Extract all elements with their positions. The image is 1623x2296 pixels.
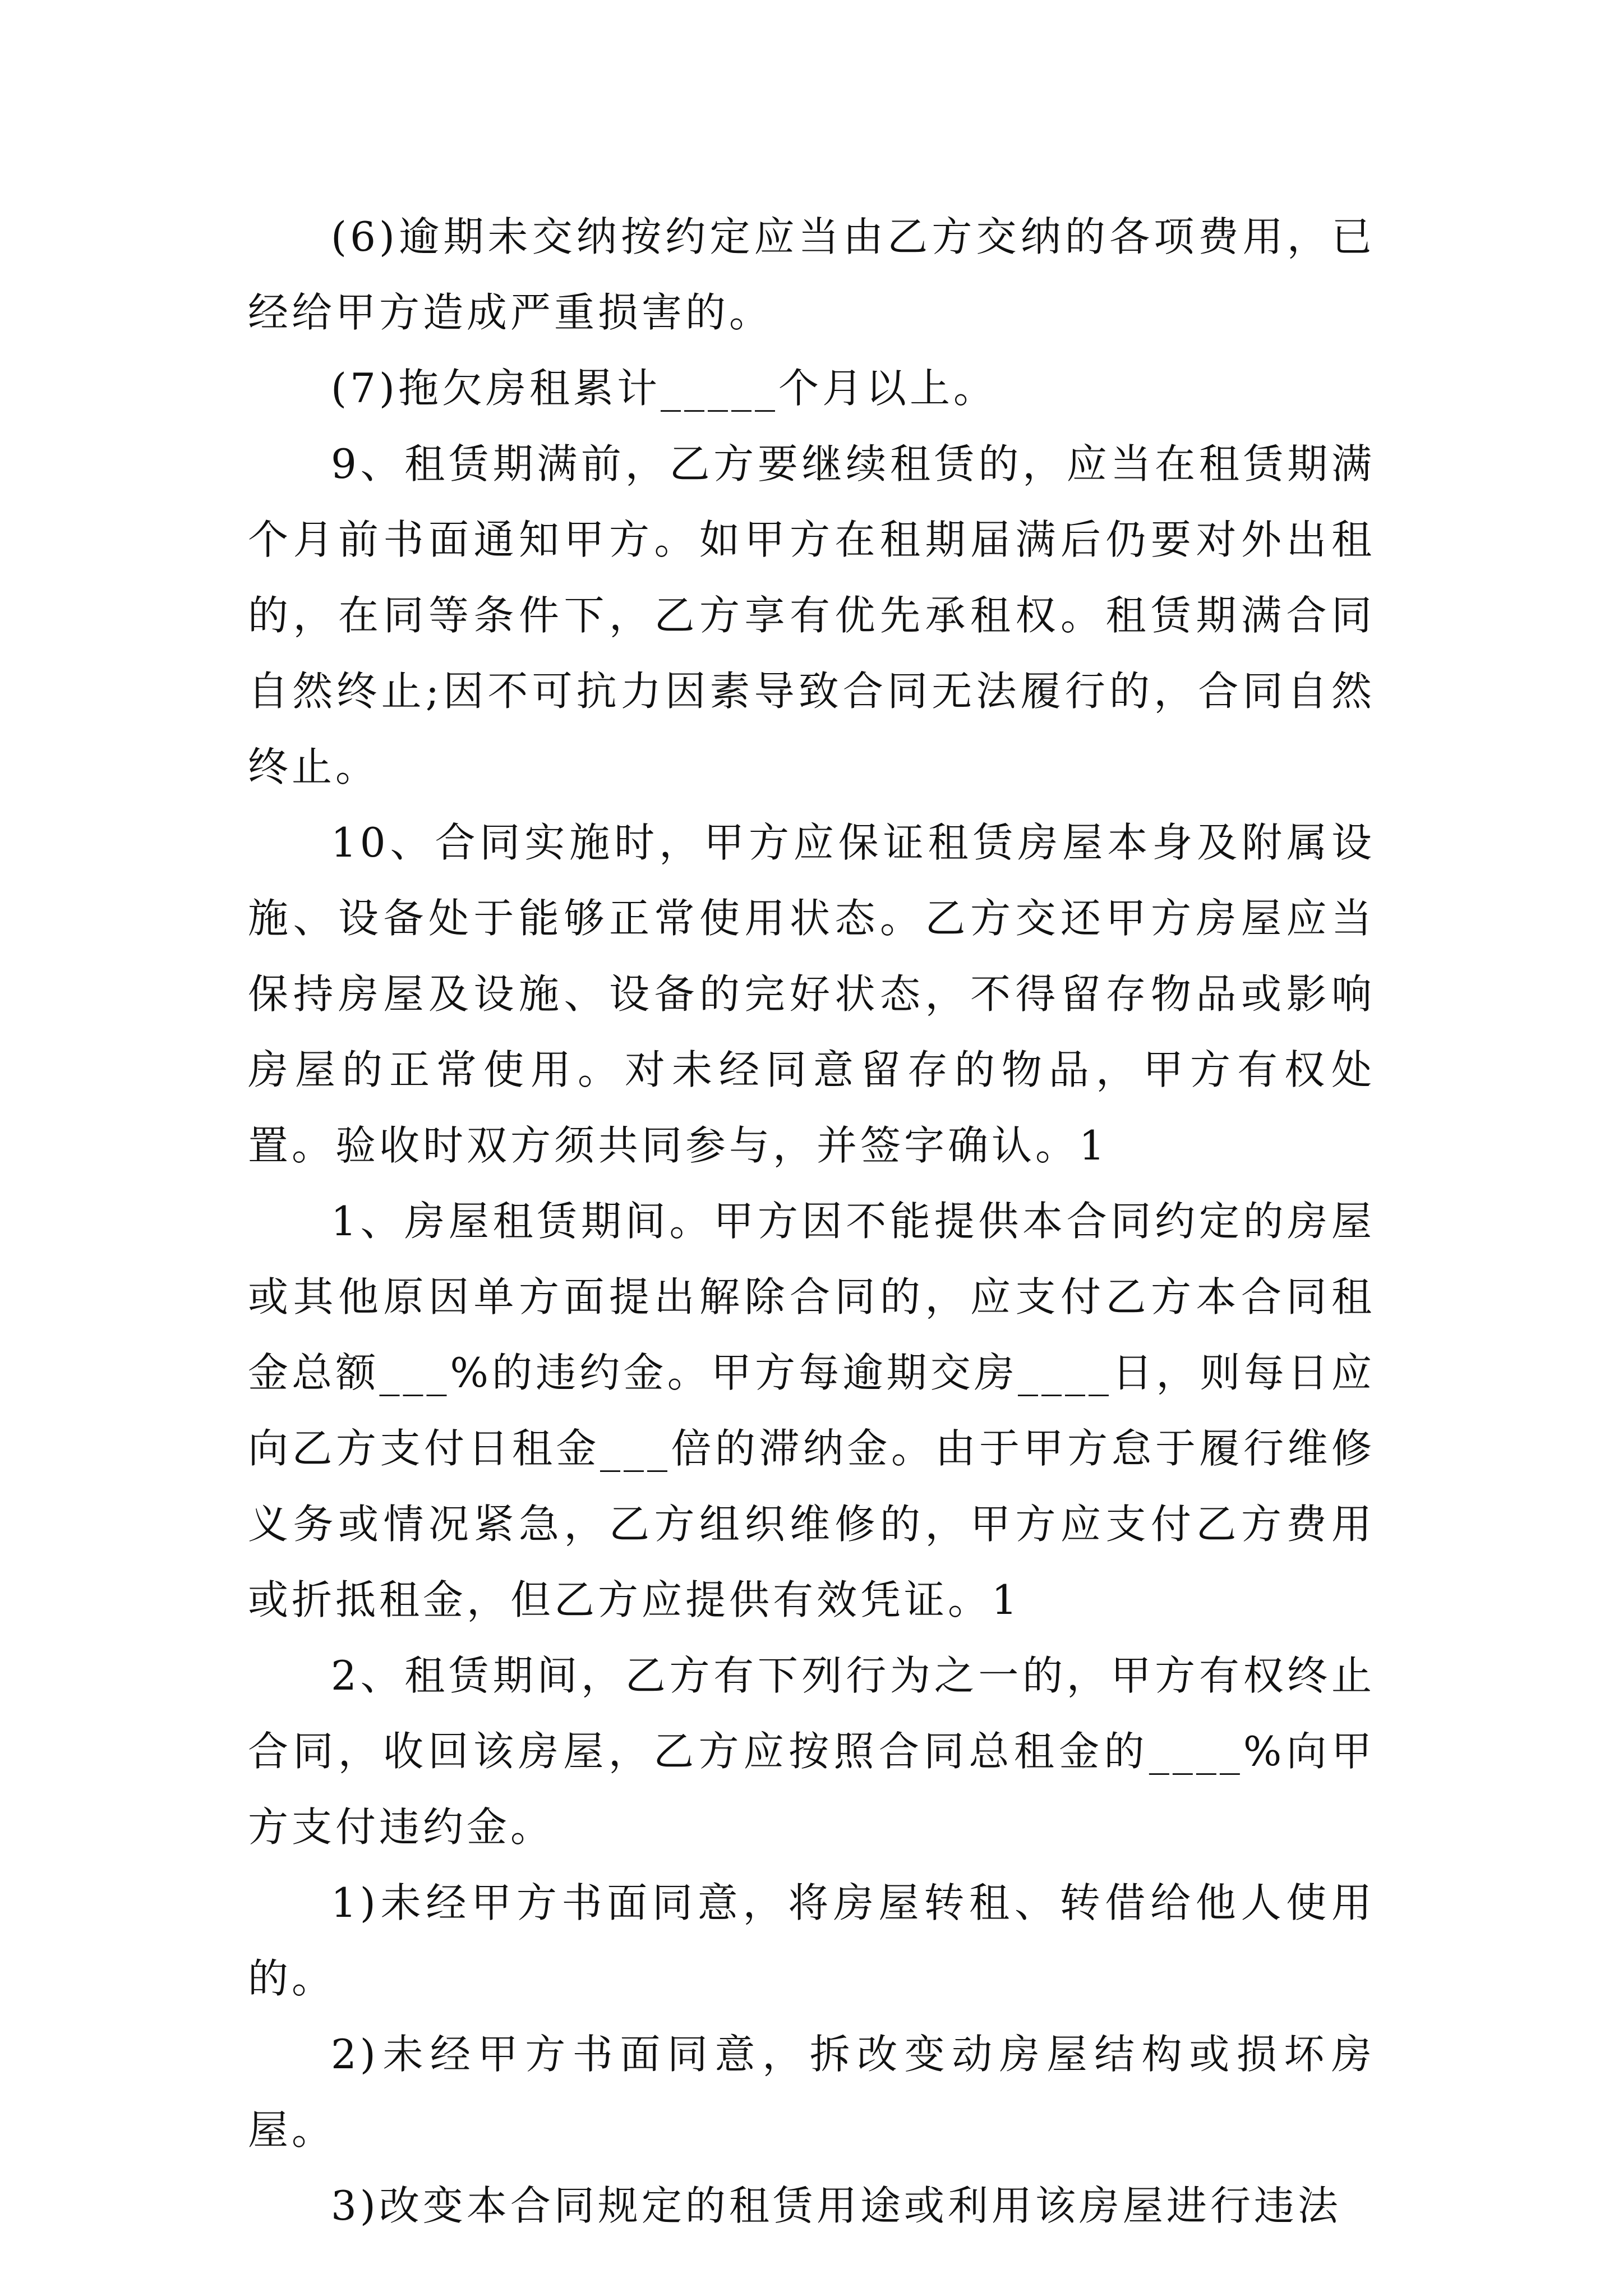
list-item-1: 1)未经甲方书面同意，将房屋转租、转借给他人使用的。: [248, 1879, 1375, 2002]
paragraph-6: (6)逾期未交纳按约定应当由乙方交纳的各项费用，已经给甲方造成严重损害的。: [248, 213, 1375, 336]
list-item-3: 3)改变本合同规定的租赁用途或利用该房屋进行违法: [331, 2182, 1341, 2229]
paragraph-9: 9、租赁期满前，乙方要继续租赁的，应当在租赁期满个月前书面通知甲方。如甲方在租期届满后仍要对外出租的，在同等条件下，乙方享有优先承租权。租赁期满合同自然终止;因不可抗力因素导致合同无法履行的，合同自然终止。: [248, 440, 1375, 790]
paragraph-7: (7)拖欠房租累计_____个月以上。: [331, 365, 997, 412]
paragraph-11: 1、房屋租赁期间。甲方因不能提供本合同约定的房屋或其他原因单方面提出解除合同的，应支付乙方本合同租金总额___%的违约金。甲方每逾期交房____日，则每日应向乙方支付日租金___倍的滞纳金。由于甲方怠于履行维修义务或情况紧急，乙方组织维修的，甲方应支付乙方费用或折抵租金，但乙方应提供有效凭证。1: [248, 1198, 1375, 1623]
document-body: [248, 199, 1375, 2244]
list-item-2: 2)未经甲方书面同意，拆改变动房屋结构或损坏房屋。: [248, 2031, 1375, 2154]
paragraph-10: 10、合同实施时，甲方应保证租赁房屋本身及附属设施、设备处于能够正常使用状态。乙方交还甲方房屋应当保持房屋及设施、设备的完好状态，不得留存物品或影响房屋的正常使用。对未经同意留存的物品，甲方有权处置。验收时双方须共同参与，并签字确认。1: [248, 819, 1375, 1169]
paragraph-12: 2、租赁期间，乙方有下列行为之一的，甲方有权终止合同，收回该房屋，乙方应按照合同总租金的____%向甲方支付违约金。: [248, 1652, 1375, 1851]
